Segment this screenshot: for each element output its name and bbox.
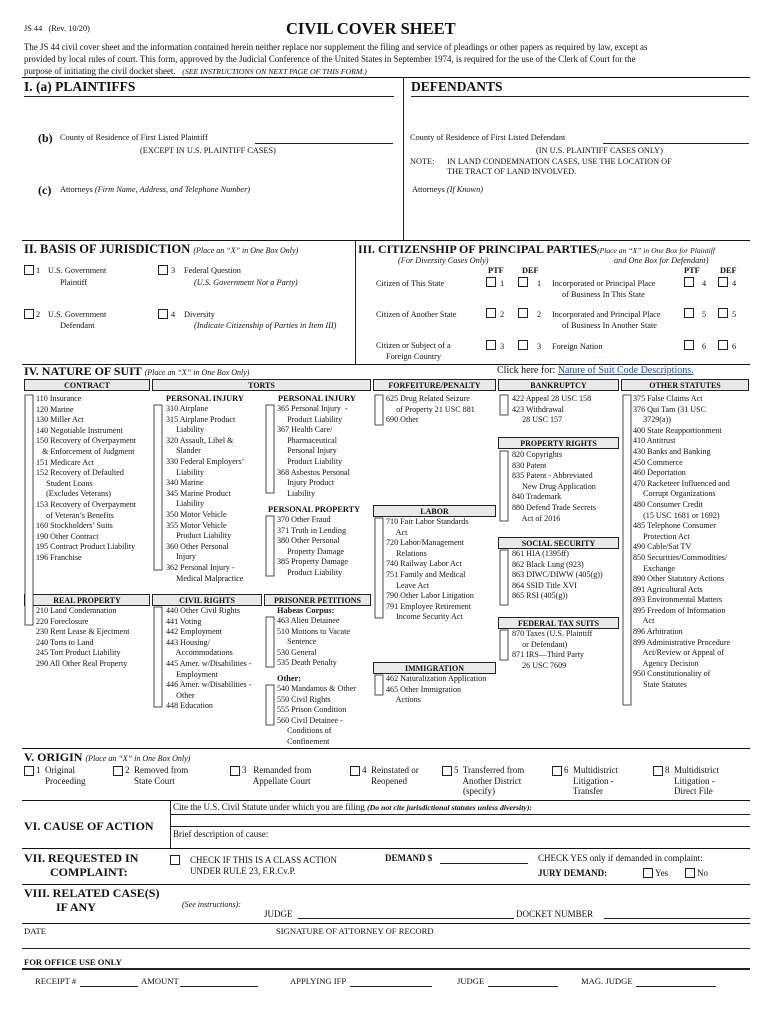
jury-yes-label: Yes [655, 868, 669, 878]
jurisdiction-1-sub: Plaintiff [60, 278, 88, 287]
prisoner-list-1[interactable]: 463 Alien Detainee 510 Motions to Vacate Sentence 530 General 535 Death Penalty [277, 616, 350, 668]
mag-judge-field[interactable] [636, 986, 716, 987]
except-plaintiff-note: (EXCEPT IN U.S. PLAINTIFF CASES) [140, 146, 276, 155]
attorneys-defendant-label: Attorneys (If Known) [412, 185, 483, 194]
b-label: (b) [38, 131, 53, 145]
docket-label: DOCKET NUMBER [516, 909, 594, 919]
ptf-header-2: PTF [684, 266, 700, 275]
civil-rights-list[interactable]: 440 Other Civil Rights 441 Voting 442 Employment 443 Housing/ Accommodations 445 Amer. w/Disabilities - Employment 446 Amer. w/Disabilities - Other 448 Education [166, 606, 252, 711]
jurisdiction-2-sub: Defendant [60, 321, 95, 330]
citizen-5-ptf-num: 5 [702, 310, 707, 319]
c-label: (c) [38, 183, 52, 197]
citizen-2-ptf-num: 2 [500, 310, 505, 319]
origin-4-checkbox[interactable] [350, 766, 360, 776]
jurisdiction-2-num: 2 [36, 310, 41, 319]
citizen-3-right: Foreign Nation [552, 342, 603, 351]
jurisdiction-1-label: U.S. Government [48, 266, 107, 275]
personal-injury-1-label: PERSONAL INJURY [166, 394, 244, 403]
citizen-6-def-num: 6 [732, 342, 737, 351]
origin-4-label: 4 Reinstated or Reopened [362, 765, 419, 786]
citizen-3-ptf-num: 3 [500, 342, 505, 351]
contract-header: CONTRACT [24, 379, 150, 391]
signature-label: SIGNATURE OF ATTORNEY OF RECORD [276, 926, 434, 936]
demand-field[interactable] [440, 863, 528, 864]
real-property-header: REAL PROPERTY [24, 594, 150, 606]
citizen-2-def-num: 2 [537, 310, 542, 319]
jurisdiction-3-num: 3 [171, 266, 176, 275]
property-rights-list[interactable]: 820 Copyrights 830 Patent 835 Patent - Abbreviated New Drug Application 840 Trademark 880 Defend Trade Secrets Act of 2016 [512, 450, 596, 523]
citizen-row-1: Citizen of This State [376, 279, 445, 288]
bankruptcy-list[interactable]: 422 Appeal 28 USC 158 423 Withdrawal 28 USC 157 [512, 394, 592, 425]
nature-codes-link[interactable]: Nature of Suit Code Descriptions. [557, 365, 694, 376]
personal-injury-2-label: PERSONAL INJURY [278, 394, 356, 403]
origin-2-label: 2 Removed from State Court [125, 765, 189, 786]
contract-list[interactable]: 110 Insurance 120 Marine 130 Miller Act 140 Negotiable Instrument 150 Recovery of Overpayment & Enforcement of Judgment 151 Medicare Act 152 Recovery of Defaulted Student Loans (Excludes Veterans) 153 Recovery of Overpayment of Veteran’s Benefits 160 Stockholders’ Suits 190 Other Contract 195 Contract Product Liability 196 Franchise [36, 394, 137, 562]
origin-3-checkbox[interactable] [230, 766, 240, 776]
mag-judge-label: MAG. JUDGE [581, 976, 633, 986]
citizen-4-ptf-num: 4 [702, 279, 707, 288]
receipt-field[interactable] [80, 986, 138, 987]
immigration-header: IMMIGRATION [373, 662, 496, 674]
statute-label: Cite the U.S. Civil Statute under which you are filing (Do not cite jurisdictional statutes unless diversity): [173, 802, 533, 812]
property-rights-header: PROPERTY RIGHTS [498, 437, 619, 449]
citizen-3-def-num: 3 [537, 342, 542, 351]
related-judge-field[interactable] [298, 918, 514, 919]
demand-label: DEMAND $ [385, 853, 433, 863]
jurisdiction-3-sub: (U.S. Government Not a Party) [194, 278, 298, 287]
ptf-header: PTF [488, 266, 504, 275]
requested-title-b: COMPLAINT: [50, 865, 128, 879]
ifp-label: APPLYING IFP [290, 976, 347, 986]
receipt-label: RECEIPT # [35, 976, 77, 986]
citizen-5-def-num: 5 [732, 310, 737, 319]
amount-label: AMOUNT [141, 976, 179, 986]
bankruptcy-header: BANKRUPTCY [498, 379, 619, 391]
footer-judge-field[interactable] [488, 986, 558, 987]
cause-title: VI. CAUSE OF ACTION [24, 819, 154, 833]
citizen-1-right-b: of Business In This State [562, 290, 645, 299]
intro-line-1: The JS 44 civil cover sheet and the information contained herein neither replace nor supplement the filing and service of pleadings or other papers as required by law, except as [24, 42, 648, 52]
related-title-a: VIII. RELATED CASE(S) [24, 886, 160, 900]
attorneys-label: Attorneys (Firm Name, Address, and Telephone Number) [60, 185, 251, 194]
plaintiffs-label: I. (a) PLAINTIFFS [24, 79, 136, 94]
jurisdiction-4-num: 4 [171, 310, 176, 319]
jurisdiction-3-label: Federal Question [184, 266, 241, 275]
origin-2-checkbox[interactable] [113, 766, 123, 776]
citizen-row-2: Citizen of Another State [376, 310, 457, 319]
county-plaintiff-label: County of Residence of First Listed Plaintiff [60, 133, 208, 142]
citizenship-hint-2: (For Diversity Cases Only) [398, 256, 489, 265]
habeas-label: Habeas Corpus: [277, 606, 335, 615]
brief-description-field[interactable] [170, 826, 750, 827]
def-header: DEF [522, 266, 539, 275]
forfeiture-header: FORFEITURE/PENALTY [373, 379, 496, 391]
citizen-6-ptf-num: 6 [702, 342, 707, 351]
class-action-label-b: UNDER RULE 23, F.R.Cv.P. [190, 866, 296, 876]
in-plaintiff-note: (IN U.S. PLAINTIFF CASES ONLY) [536, 146, 663, 155]
citizenship-hint-3: and One Box for Defendant) [614, 256, 709, 265]
related-judge-label: JUDGE [264, 909, 293, 919]
immigration-list[interactable]: 462 Naturalization Application 465 Other Immigration Actions [386, 674, 487, 705]
citizen-4-def-num: 4 [732, 279, 737, 288]
requested-title-a: VII. REQUESTED IN [24, 851, 139, 865]
personal-injury-1-list[interactable]: 310 Airplane 315 Airplane Product Liability 320 Assault, Libel & Slander 330 Federal Employers’ Liability 340 Marine 345 Marine Product Liability 350 Motor Vehicle 355 Motor Vehicle Product Liability 360 Other Personal Injury 362 Personal Injury - Medical Malpractice [166, 404, 245, 583]
forfeiture-list[interactable]: 625 Drug Related Seizure of Property 21 USC 881 690 Other [386, 394, 475, 425]
citizen-1-def-num: 1 [537, 279, 542, 288]
defendants-label: DEFENDANTS [411, 79, 503, 94]
related-hint: (See instructions): [182, 900, 241, 909]
origin-6-label: 6 Multidistrict Litigation - Transfer [564, 765, 618, 797]
citizen-row-3-a: Citizen or Subject of a [376, 341, 451, 350]
note-line-2: THE TRACT OF LAND INVOLVED. [447, 167, 577, 176]
origin-3-label: 3 Remanded from Appellate Court [242, 765, 312, 786]
intro-line-3: purpose of initiating the civil docket sheet. (SEE INSTRUCTIONS ON NEXT PAGE OF THIS FORM.) [24, 66, 367, 76]
origin-1-label: 1 Original Proceeding [36, 765, 86, 786]
office-use-label: FOR OFFICE USE ONLY [24, 957, 122, 967]
jury-demand-label: JURY DEMAND: [538, 868, 608, 878]
personal-injury-2-list[interactable]: 365 Personal Injury - Product Liability 367 Health Care/ Pharmaceutical Personal Injury Product Liability 368 Asbestos Personal Injury Product Liability [277, 404, 350, 498]
jurisdiction-1-num: 1 [36, 266, 41, 275]
note-line-1: IN LAND CONDEMNATION CASES, USE THE LOCATION OF [447, 157, 672, 166]
social-security-header: SOCIAL SECURITY [498, 537, 619, 549]
federal-tax-header: FEDERAL TAX SUITS [498, 617, 619, 629]
citizen-2-right-a: Incorporated and Principal Place [552, 310, 661, 319]
nature-link-line: Click here for: Nature of Suit Code Descriptions. [497, 365, 694, 376]
class-action-label-a: CHECK IF THIS IS A CLASS ACTION [190, 855, 337, 865]
labor-list[interactable]: 710 Fair Labor Standards Act 720 Labor/Management Relations 740 Railway Labor Act 751 Family and Medical Leave Act 790 Other Labor Litigation 791 Employee Retirement Income Security Act [386, 517, 474, 622]
torts-header: TORTS [152, 379, 371, 391]
ifp-field[interactable] [350, 986, 432, 987]
citizen-1-right-a: Incorporated or Principal Place [552, 279, 656, 288]
note-label: NOTE: [410, 157, 435, 166]
citizen-1-ptf-num: 1 [500, 279, 505, 288]
related-title-b: IF ANY [56, 900, 96, 914]
origin-title: V. ORIGIN (Place an “X” in One Box Only) [24, 750, 191, 764]
origin-1-checkbox[interactable] [24, 766, 34, 776]
other-label: Other: [277, 674, 301, 683]
class-action-checkbox[interactable] [170, 855, 180, 865]
jury-no-label: No [697, 868, 708, 878]
other-statutes-list[interactable]: 375 False Claims Act 376 Qui Tam (31 USC 3729(a)) 400 State Reapportionment 410 Antitrust 430 Banks and Banking 450 Commerce 460 Deportation 470 Racketeer Influenced and Corrupt Organizations 480 Consumer Credit (15 USC 1681 or 1692) 485 Telephone Consumer Protection Act 490 Cable/Sat TV 850 Securities/Commodities/ Exchange 890 Other Statutory Actions 891 Agricultural Acts 893 Environmental Matters 895 Freedom of Information Act 896 Arbitration 899 Administrative Procedure Act/Review or Appeal of Agency Decision 950 Constitutionality of State Statutes [633, 394, 731, 690]
jurisdiction-2-label: U.S. Government [48, 310, 107, 319]
social-security-list[interactable]: 861 HIA (1395ff) 862 Black Lung (923) 863 DIWC/DIWW (405(g)) 864 SSID Title XVI 865 RSI (405(g)) [512, 549, 603, 601]
labor-header: LABOR [373, 505, 496, 517]
brief-description-label: Brief description of cause: [173, 829, 269, 839]
def-header-2: DEF [720, 266, 737, 275]
origin-5-checkbox[interactable] [442, 766, 452, 776]
form-id: JS 44 (Rev. 10/20) [24, 24, 90, 33]
origin-8-label: 8 Multidistrict Litigation - Direct File [665, 765, 719, 797]
jurisdiction-title: II. BASIS OF JURISDICTION (Place an “X” in One Box Only) [24, 242, 299, 256]
personal-property-list[interactable]: 370 Other Fraud 371 Truth in Lending 380 Other Personal Property Damage 385 Property Damage Product Liability [277, 515, 349, 577]
origin-5-label: 5 Transferred from Another District (specify) [454, 765, 525, 797]
docket-field[interactable] [604, 918, 750, 919]
jurisdiction-4-label: Diversity [184, 310, 215, 319]
county-defendant-label: County of Residence of First Listed Defendant [410, 133, 566, 142]
page-title: CIVIL COVER SHEET [286, 19, 456, 38]
citizenship-title: III. CITIZENSHIP OF PRINCIPAL PARTIES(Place an “X” in One Box for Plaintiff [358, 242, 715, 256]
origin-8-checkbox[interactable] [653, 766, 663, 776]
citizen-2-right-b: of Business In Another State [562, 321, 657, 330]
federal-tax-list[interactable]: 870 Taxes (U.S. Plaintiff or Defendant) 871 IRS—Third Party 26 USC 7609 [512, 629, 593, 670]
check-yes-label: CHECK YES only if demanded in complaint: [538, 853, 703, 863]
other-statutes-header: OTHER STATUTES [621, 379, 749, 391]
nature-title: IV. NATURE OF SUIT (Place an “X” in One Box Only) [24, 364, 250, 378]
real-property-list[interactable]: 210 Land Condemnation 220 Foreclosure 230 Rent Lease & Ejectment 240 Torts to Land 245 Tort Product Liability 290 All Other Real Property [36, 606, 130, 668]
personal-property-label: PERSONAL PROPERTY [268, 505, 361, 514]
prisoner-header: PRISONER PETITIONS [264, 594, 371, 606]
footer-judge-label: JUDGE [457, 976, 485, 986]
jurisdiction-4-sub: (Indicate Citizenship of Parties in Item III) [194, 321, 337, 330]
prisoner-list-2[interactable]: 540 Mandamus & Other 550 Civil Rights 555 Prison Condition 560 Civil Detainee - Conditions of Confinement [277, 684, 356, 746]
intro-line-2: provided by local rules of court. This form, approved by the Judicial Conference of the United States in September 1974, is required for the use of the Clerk of Court for the [24, 54, 636, 64]
jury-no-checkbox[interactable] [685, 868, 695, 878]
origin-6-checkbox[interactable] [552, 766, 562, 776]
amount-field[interactable] [180, 986, 258, 987]
civil-rights-header: CIVIL RIGHTS [152, 594, 262, 606]
jury-yes-checkbox[interactable] [643, 868, 653, 878]
citizen-row-3-b: Foreign Country [386, 352, 442, 361]
date-label: DATE [24, 926, 46, 936]
